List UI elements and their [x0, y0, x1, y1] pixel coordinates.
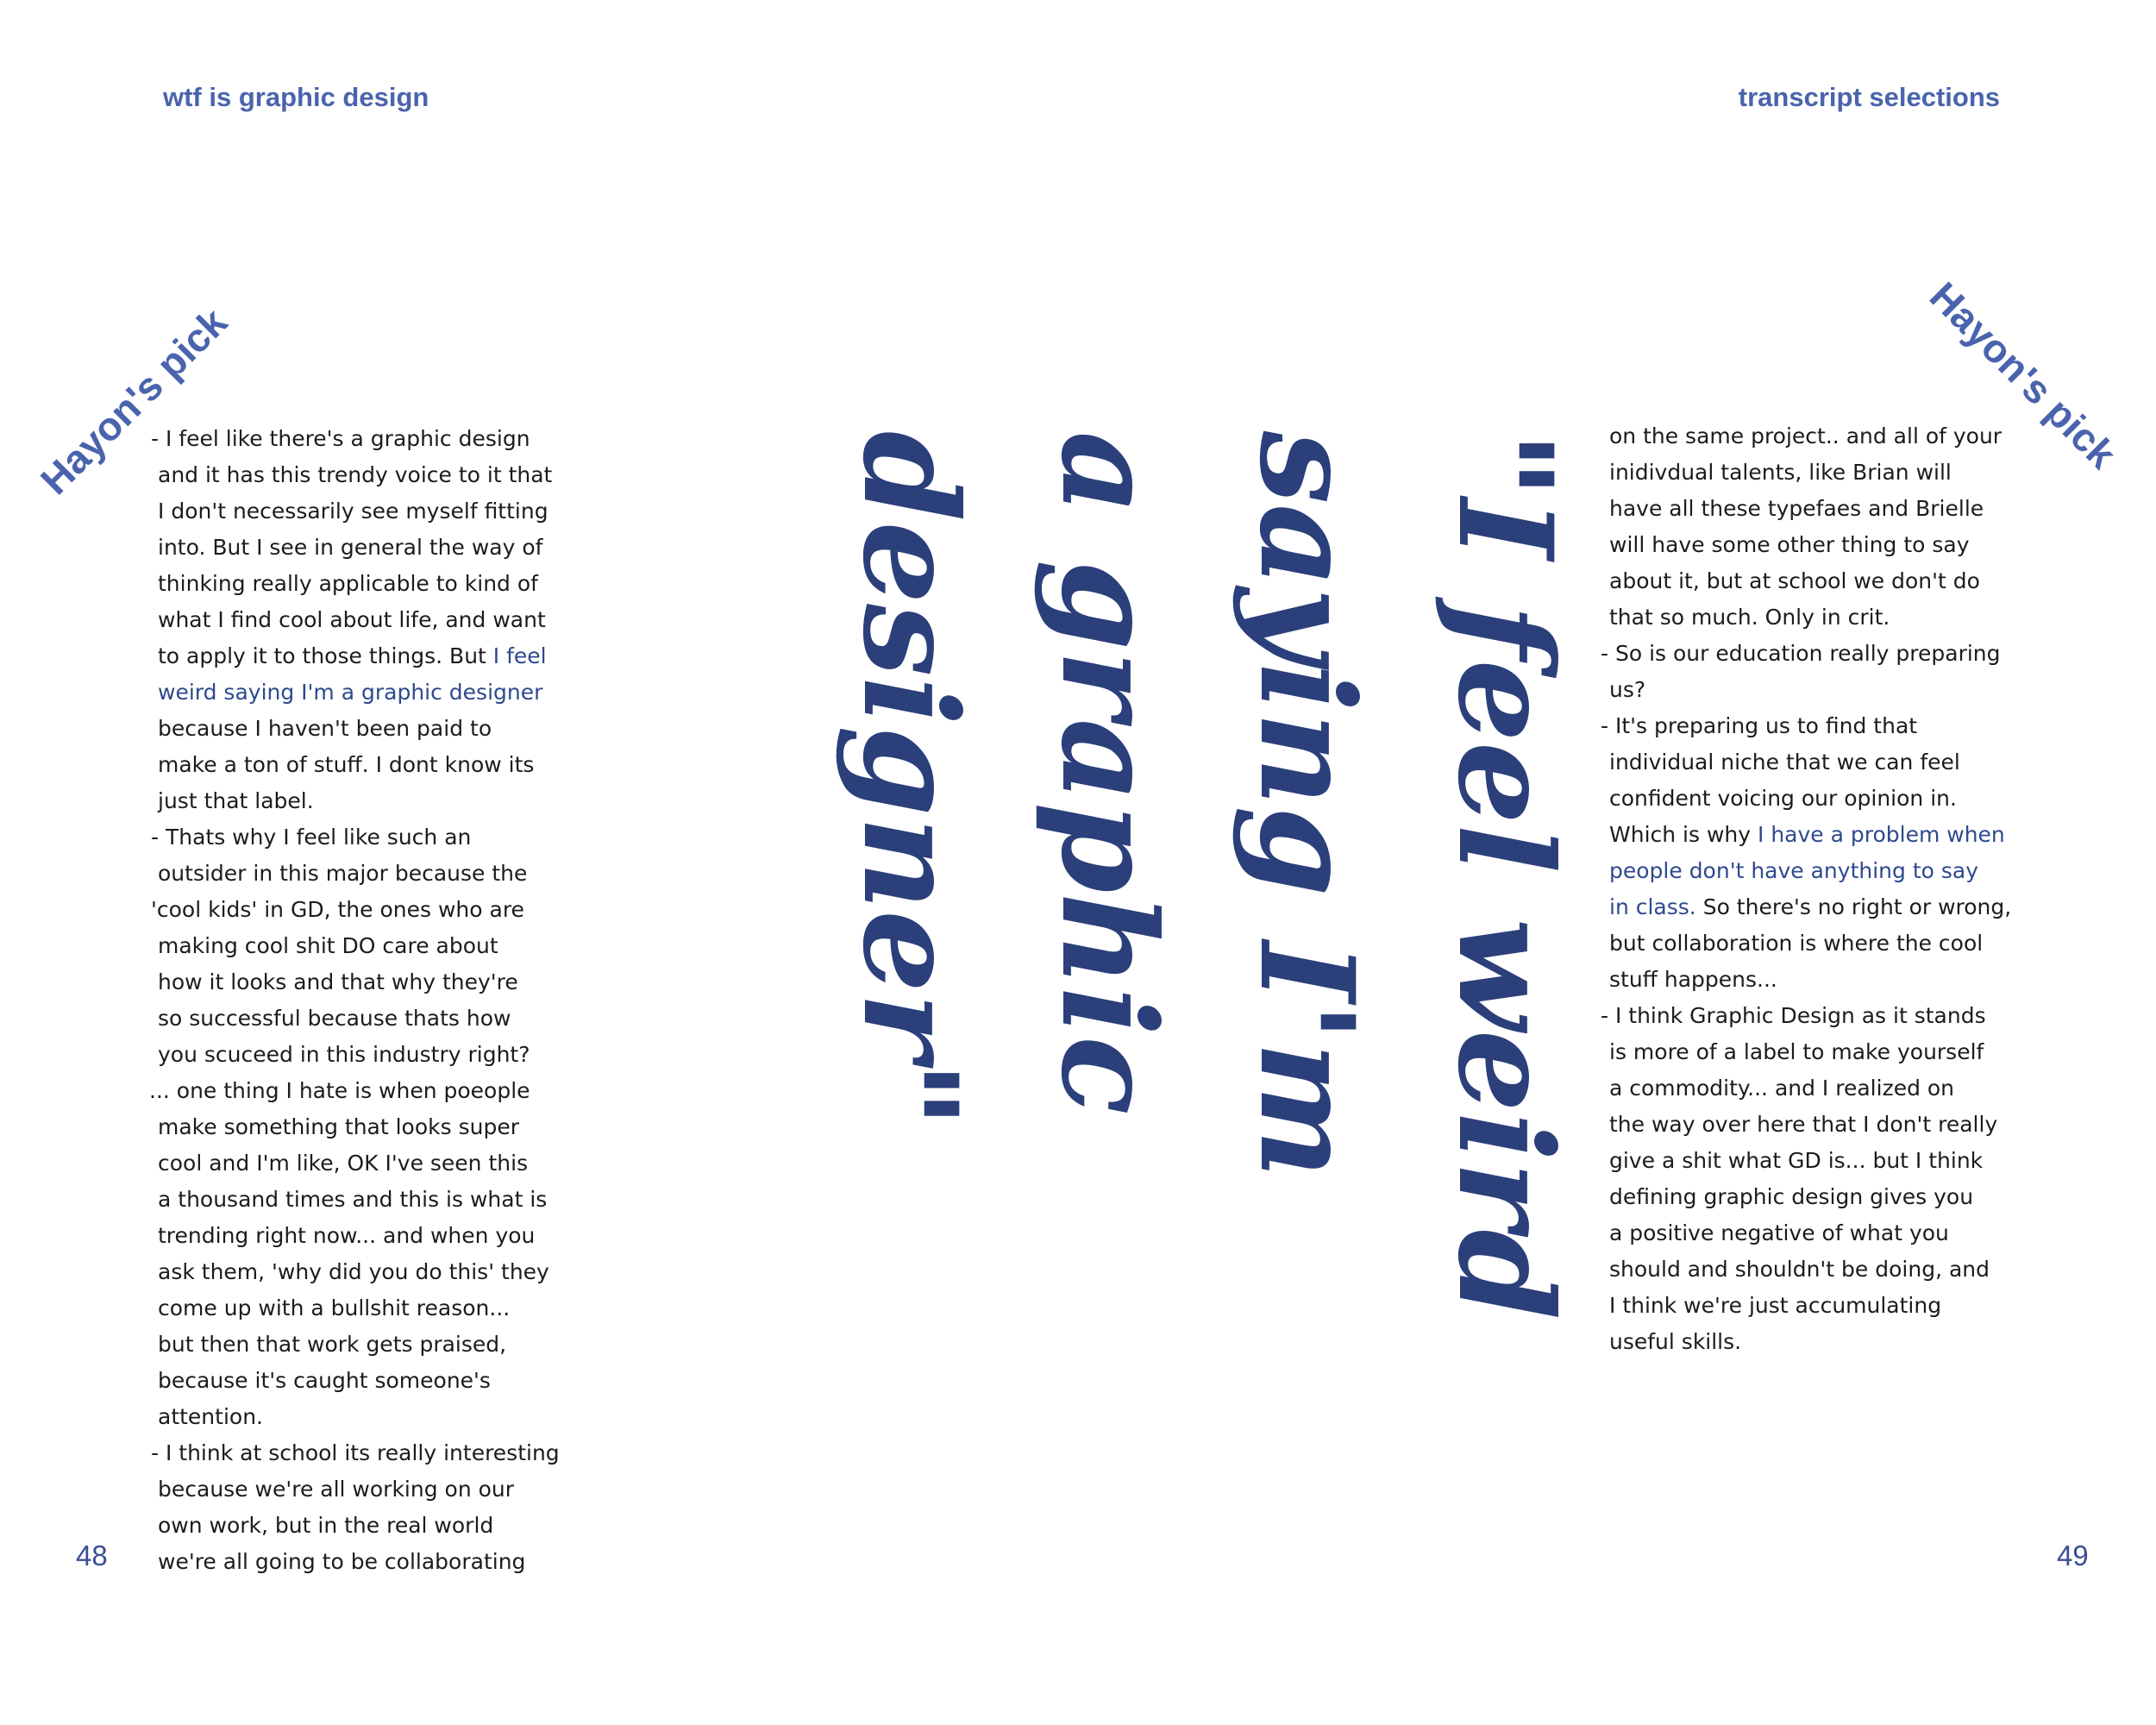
text-line: useful skills.	[1609, 1329, 1742, 1354]
text-line: just that label.	[158, 788, 314, 813]
text-line: you scuceed in this industry right?	[158, 1042, 530, 1067]
text-line: - So is our education really preparing	[1601, 641, 2001, 666]
text-line: stuff happens...	[1609, 967, 1777, 992]
text-line: - I think at school its really interesting	[151, 1440, 560, 1465]
text-line: on the same project.. and all of your	[1609, 423, 2002, 448]
text-line: give a shit what GD is... but I think	[1609, 1148, 1984, 1173]
text-line: that so much. Only in crit.	[1609, 605, 1890, 630]
text-line: and it has this trendy voice to it that	[158, 462, 553, 487]
text-line: confident voicing our opinion in.	[1609, 786, 1957, 811]
text-line	[158, 638, 563, 674]
text-line: ... one thing I hate is when poeople	[149, 1078, 530, 1103]
highlighted-quote-text: I feel	[492, 643, 547, 668]
text-line: make a ton of stuff. I dont know its	[158, 752, 535, 777]
pull-quote-line: designer"	[834, 430, 986, 1129]
text-line: 'cool kids' in GD, the ones who are	[151, 897, 524, 922]
pull-quote-line: a graphic	[1032, 430, 1184, 1115]
text-line: the way over here that I don't really	[1609, 1112, 1998, 1137]
pull-quote	[690, 430, 1725, 1320]
text-line: a commodity... and I realized on	[1609, 1076, 1955, 1101]
text-line: I think we're just accumulating	[1609, 1293, 1942, 1318]
text-line: outsider in this major because the	[158, 861, 528, 886]
text-line: inidivdual talents, like Brian will	[1609, 460, 1952, 485]
page-number-left: 48	[76, 1540, 108, 1571]
text-line: is more of a label to make yourself	[1609, 1039, 1984, 1064]
text-line: should and shouldn't be doing, and	[1609, 1257, 1990, 1282]
highlighted-quote-text: I have a problem when	[1758, 822, 2005, 847]
text-line: own work, but in the real world	[158, 1513, 494, 1538]
text-line: - I feel like there's a graphic design	[151, 426, 530, 451]
text-line: I don't necessarily see myself fitting	[158, 499, 548, 524]
pull-quote-line: "I feel weird	[1429, 430, 1581, 1320]
pull-quote-line: saying I'm	[1231, 430, 1382, 1179]
running-header-left: wtf is graphic design	[163, 82, 429, 112]
text-line: will have some other thing to say	[1609, 532, 1970, 557]
text-line: have all these typefaes and Brielle	[1609, 496, 1984, 521]
text-line: because I haven't been paid to	[158, 716, 492, 741]
text-line: ask them, 'why did you do this' they	[158, 1259, 549, 1284]
highlighted-quote-text: in class.	[1609, 894, 1696, 919]
text-line	[1609, 817, 2023, 853]
text-line: defining graphic design gives you	[1609, 1184, 1974, 1209]
text-segment: So there's no right or wrong,	[1695, 894, 2012, 919]
running-header-right: transcript selections	[1738, 82, 2000, 112]
highlighted-quote-text: people don't have anything to say	[1609, 858, 1979, 883]
text-line: - I think Graphic Design as it stands	[1601, 1003, 1986, 1028]
text-line: so successful because thats how	[158, 1006, 511, 1031]
text-line: a thousand times and this is what is	[158, 1187, 548, 1212]
pull-quote-text	[811, 431, 1604, 1320]
text-line: because we're all working on our	[158, 1477, 515, 1502]
text-line: make something that looks super	[158, 1114, 519, 1139]
text-line: individual niche that we can feel	[1609, 750, 1960, 775]
text-segment: to apply it to those things. But	[158, 643, 493, 668]
text-line: how it looks and that why they're	[158, 969, 518, 994]
text-line: but collaboration is where the cool	[1609, 931, 1984, 956]
text-line: thinking really applicable to kind of	[158, 571, 538, 596]
text-segment: Which is why	[1609, 822, 1758, 847]
text-line: a positive negative of what you	[1609, 1220, 1949, 1245]
text-line: attention.	[158, 1404, 263, 1429]
highlighted-quote-text: weird saying I'm a graphic designer	[158, 680, 543, 705]
text-line: - Thats why I feel like such an	[151, 825, 472, 850]
text-line: making cool shit DO care about	[158, 933, 498, 958]
text-line: trending right now... and when you	[158, 1223, 536, 1248]
text-line: because it's caught someone's	[158, 1368, 491, 1393]
text-line: come up with a bullshit reason...	[158, 1295, 511, 1320]
text-line: cool and I'm like, OK I've seen this	[158, 1151, 529, 1176]
text-line: about it, but at school we don't do	[1609, 568, 1980, 593]
right-transcript-column	[1601, 418, 2023, 1360]
pick-label-right: Hayon's pick	[1921, 273, 2126, 478]
pick-label-left: Hayon's pick	[31, 298, 236, 504]
text-line: what I find cool about life, and want	[158, 607, 546, 632]
text-line: - It's preparing us to find that	[1601, 713, 1918, 738]
text-line: we're all going to be collaborating	[158, 1549, 526, 1574]
text-line	[1609, 889, 2023, 925]
text-line: into. But I see in general the way of	[158, 535, 543, 560]
text-line: but then that work gets praised,	[158, 1332, 507, 1357]
left-transcript-column	[149, 421, 563, 1580]
text-line: us?	[1609, 677, 1646, 702]
page-number-right: 49	[2057, 1540, 2089, 1571]
